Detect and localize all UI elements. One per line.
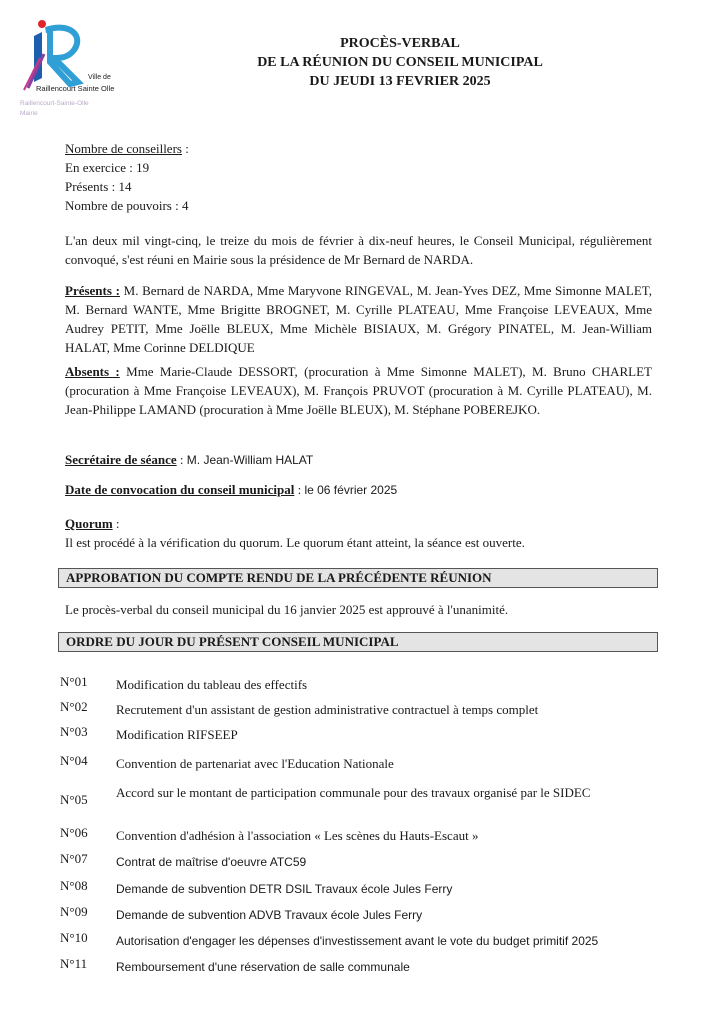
agenda-item-label: Modification du tableau des effectifs (116, 677, 308, 692)
quorum-text: Il est procédé à la vérification du quorum. Le quorum étant atteint, la séance est ouverte. (65, 535, 525, 550)
approval-text: Le procès-verbal du conseil municipal du 16 janvier 2025 est approuvé à l'unanimité. (65, 602, 509, 617)
logo-faint-line-2: Mairie (20, 110, 38, 117)
agenda-item-number: N°09 (60, 904, 88, 919)
agenda-item-label: Accord sur le montant de participation communale pour des travaux organisé par le SIDEC (116, 785, 591, 800)
agenda-item-number: N°03 (60, 724, 88, 739)
agenda-item-number: N°08 (60, 878, 88, 893)
logo-caption-small: Ville de (88, 74, 111, 81)
intro-paragraph: L'an deux mil vingt-cinq, le treize du mois de février à dix-neuf heures, le Conseil Municipal, régulièrement convoqué, s'est réuni en Mairie sous la présidence de Mr Bernard de NARDA. (65, 233, 652, 267)
absents-label: Absents : (65, 364, 120, 379)
agenda-item-label: Demande de subvention DETR DSIL Travaux école Jules Ferry (116, 882, 453, 896)
convocation-label: Date de convocation du conseil municipal (65, 482, 295, 497)
counts-heading (65, 139, 189, 158)
title-line-3: DU JEUDI 13 FEVRIER 2025 (309, 74, 491, 89)
agenda-item-number: N°05 (60, 792, 88, 807)
logo-caption-name: Raillencourt Sainte Olle (36, 84, 115, 93)
quorum-label: Quorum (65, 516, 113, 531)
agenda-item-label: Demande de subvention ADVB Travaux école Jules Ferry (116, 908, 423, 922)
counts-present: Présents : 14 (65, 179, 132, 194)
agenda-item-number: N°11 (60, 956, 88, 971)
convocation-line (65, 480, 397, 500)
presents-label: Présents : (65, 283, 120, 298)
title-line-1: PROCÈS-VERBAL (340, 36, 460, 51)
agenda-item-number: N°01 (60, 674, 88, 689)
agenda-item-number: N°02 (60, 699, 88, 714)
convocation-value: le 06 février 2025 (304, 483, 398, 497)
quorum-sep: : (112, 516, 120, 531)
secretary-value: M. Jean-William HALAT (186, 453, 314, 467)
absents-text: Mme Marie-Claude DESSORT, (procuration à Mme Simonne MALET), M. Bruno CHARLET (procuration à Mme Françoise LEVEAUX), M. François PRUVOT (procuration à M. Cyrille PLATEAU), M. Jean-Philippe LAMAND (procuration à Mme Joëlle BLEUX), M. Stéphane POBEREJKO. (65, 364, 652, 417)
secretary-label: Secrétaire de séance (65, 452, 177, 467)
agenda-item-number: N°04 (60, 753, 88, 768)
counts-heading-label: Nombre de conseillers (65, 141, 182, 156)
agenda-item-number: N°10 (60, 930, 88, 945)
absents-paragraph (65, 362, 652, 419)
agenda-section-heading: ORDRE DU JOUR DU PRÉSENT CONSEIL MUNICIPAL (58, 632, 658, 652)
convocation-sep: : (294, 482, 305, 497)
counts-heading-suffix: : (181, 141, 189, 156)
quorum-heading (65, 514, 120, 533)
presents-text: M. Bernard de NARDA, Mme Maryvone RINGEVAL, M. Jean-Yves DEZ, Mme Simonne MALET, M. Bernard WANTE, Mme Brigitte BROGNET, M. Cyrille PLATEAU, Mme Françoise LEVEAUX, Mme Audrey PETIT, Mme Joëlle BLEUX, Mme Michèle BISIAUX, M. Grégory PINATEL, M. Jean-William HALAT, Mme Corinne DELDIQUE (65, 283, 652, 355)
document-title (230, 34, 570, 91)
logo-faint-line-1: Raillencourt-Sainte-Olle (20, 100, 89, 107)
agenda-item-label: Convention de partenariat avec l'Education Nationale (116, 756, 394, 771)
agenda-item-label: Convention d'adhésion à l'association « Les scènes du Hauts-Escaut » (116, 828, 479, 843)
secretary-line (65, 450, 313, 470)
secretary-sep: : (176, 452, 187, 467)
counts-block (65, 139, 189, 215)
title-line-2: DE LA RÉUNION DU CONSEIL MUNICIPAL (257, 55, 543, 70)
agenda-item-number: N°07 (60, 851, 88, 866)
agenda-item-label: Contrat de maîtrise d'oeuvre ATC59 (116, 855, 307, 869)
counts-in-office: En exercice : 19 (65, 160, 150, 175)
agenda-item-label: Autorisation d'engager les dépenses d'investissement avant le vote du budget primitif 2025 (116, 934, 599, 948)
agenda-item-label: Recrutement d'un assistant de gestion administrative contractuel à temps complet (116, 702, 539, 717)
approval-section-heading: APPROBATION DU COMPTE RENDU DE LA PRÉCÉDENTE RÉUNION (58, 568, 658, 588)
presents-paragraph (65, 281, 652, 357)
agenda-item-label: Modification RIFSEEP (116, 727, 238, 742)
agenda-item-number: N°06 (60, 825, 88, 840)
town-logo (20, 18, 135, 123)
counts-proxies: Nombre de pouvoirs : 4 (65, 198, 189, 213)
agenda-item-label: Remboursement d'une réservation de salle communale (116, 960, 410, 974)
